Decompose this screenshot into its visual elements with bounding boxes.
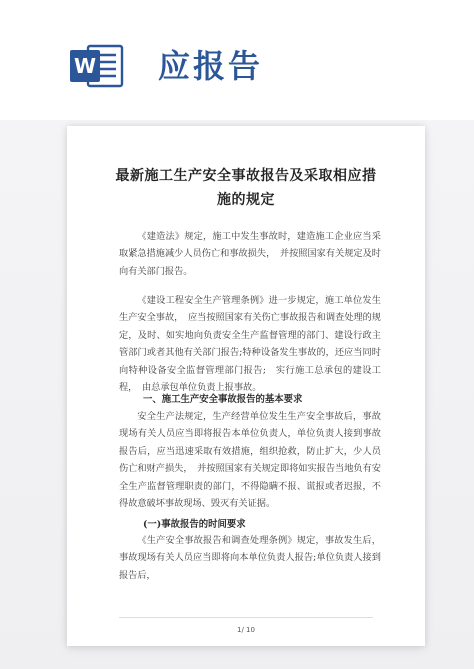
document-title-line-1: 最新施工生产安全事故报告及采取相应措 [115, 168, 377, 184]
section-heading-basic-requirements: 一、施工生产安全事故报告的基本要求 [143, 394, 303, 405]
header-banner [0, 0, 474, 120]
paragraph-construction-law: 《建造法》规定，施工中发生事故时，建造施工企业应当采取紧急措施减少人员伤亡和事故损失， 并按照国家有关规定及时向有关部门报告。 [119, 231, 381, 277]
paragraph-safety-law: 安全生产法规定，生产经营单位发生生产安全事故后，事故现场有关人员应当即将报告本单位负责人，单位负责人接到事故报告后，应当迅速采取有效措施，组织抢救，防止扩大，少人员伤亡和财产损失， 并按照国家有关规定即将如实报告当地负有安全生产监督管理职责的部门，不得隐瞒不报、谎报或者迟报，不得故意破坏事故现场、毁灭有关证据。 [119, 411, 381, 510]
header-title: 应报告 [158, 47, 264, 85]
footer-divider [119, 617, 373, 618]
document-page [67, 126, 425, 646]
document-title [67, 164, 425, 212]
page-number: 1/ 10 [237, 626, 255, 634]
word-icon-letter: W [73, 54, 97, 78]
word-document-icon [68, 40, 126, 92]
paragraph-safety-regulation: 《建设工程安全生产管理条例》进一步规定，施工单位发生生产安全事故， 应当按照国家有关伤亡事故报告和调查处理的规定，及时、如实地向负责安全生产监督管理的部门、建设行政主管部门或者其他有关部门报告;特种设备发生事故的，还应当同时向特种设备安全监督管理部门报告; 实行施工总承包的建设工程， 由总承包单位负责上报事故。 [119, 295, 381, 394]
paragraph-reporting-regulation: 《生产安全事故报告和调查处理条例》规定，事故发生后，事故现场有关人员应当即将向本单位负责人报告;单位负责人接到报告后， [119, 535, 381, 581]
section-heading-time-requirements: (一)事故报告的时间要求 [143, 519, 246, 530]
document-title-line-2: 施的规定 [217, 192, 275, 208]
